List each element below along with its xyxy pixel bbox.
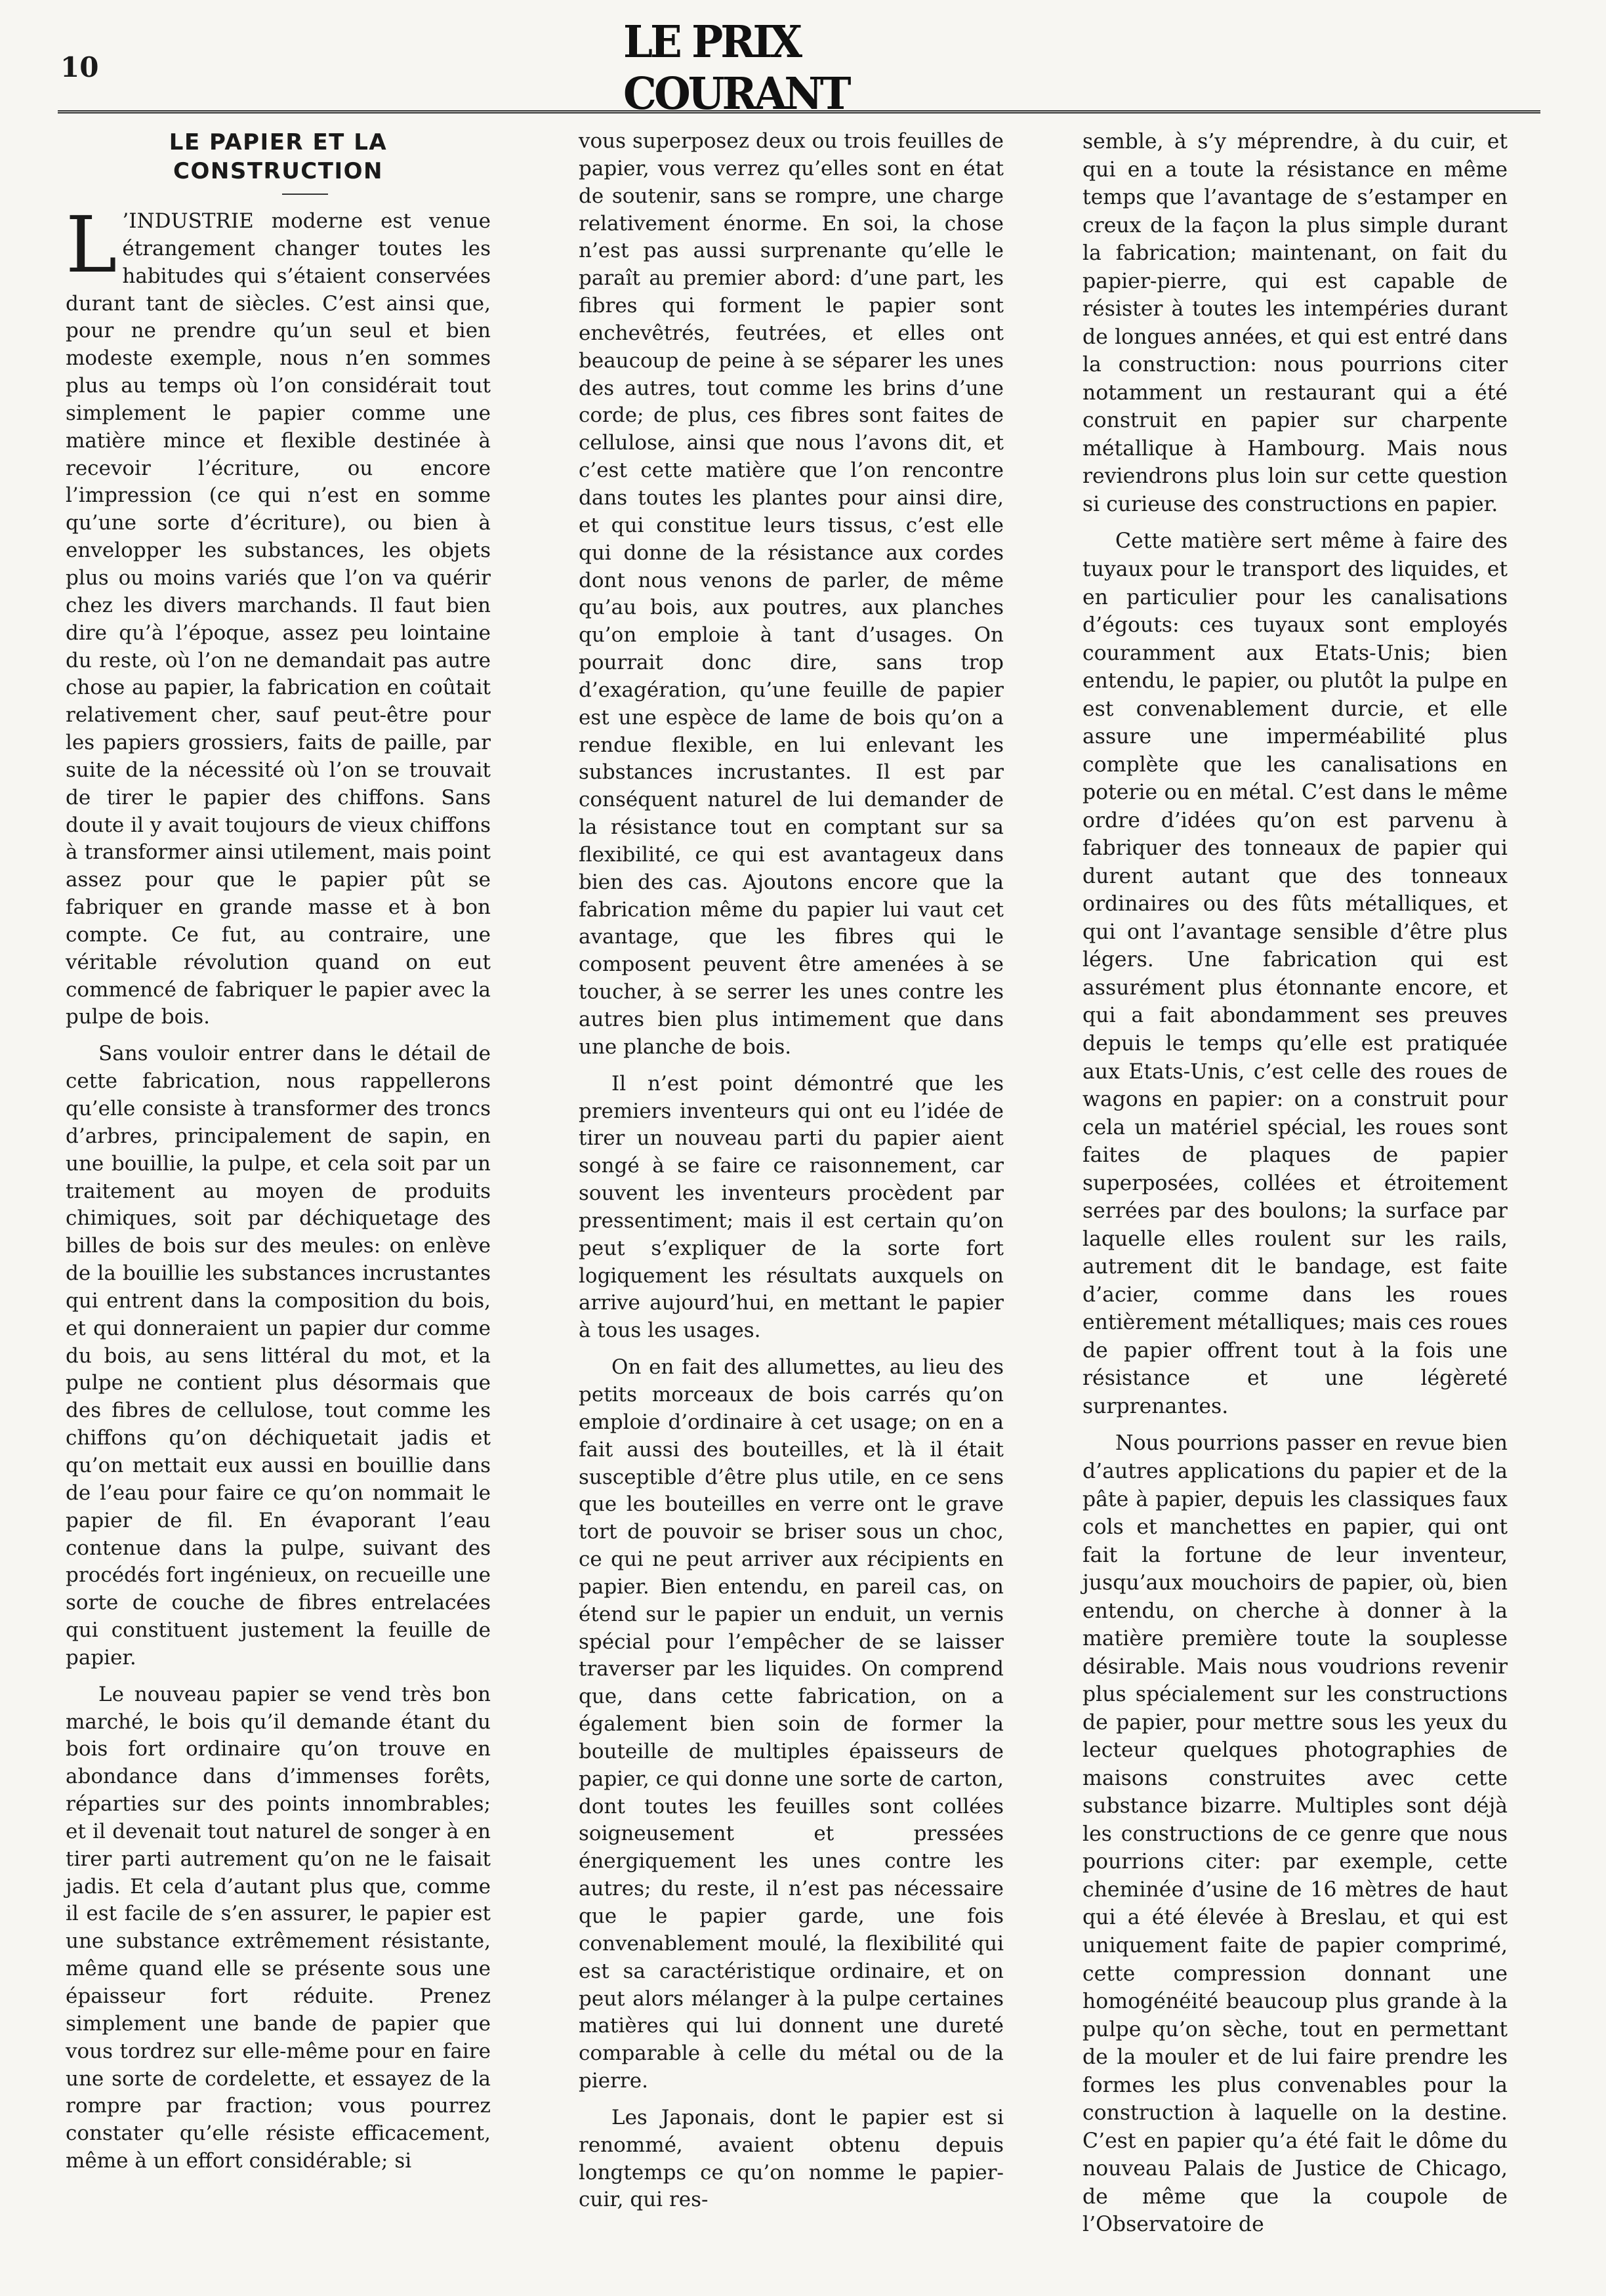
paragraph-3: Le nouveau papier se vend très bon marché, le bois qu’il demande étant du bois fort ordinaire qu’on trouve en abondance dans d’immenses forêts, réparties sur des points innombrables; et il devenait tout naturel de songer à en tirer parti autrement qu’on ne le faisait jadis. Et cela d’autant plus que, comme il est facile de s’en assurer, le papier est une substance extrêmement résistante, même quand elle se présente sous une épaisseur fort réduite. Prenez simplement une bande de papier que vous tordrez sur elle-même pour en faire une sorte de cordelette, et essayez de la rompre par fraction; vous pourrez constater qu’elle résiste efficacement, même à un effort considérable; si bbox=[66, 1682, 491, 2173]
paragraph-9: Cette matière sert même à faire des tuyaux pour le transport des liquides, et en particulier pour les canalisations d’égouts: ces tuyaux sont employés couramment aux Etats-Unis; bien entendu, le papier, ou plutôt la pulpe en est convenablement durcie, et elle assure une imperméabilité plus complète que les canalisations en poterie ou en métal. C’est dans le même ordre d’idées qu’on est parvenu à fabriquer des tonneaux de papier qui durent autant que des tonneaux ordinaires ou des fûts métalliques, et qui ont l’avantage sensible d’être plus légers. Une fabrication qui est assurément plus étonnante encore, et qui a fait abondamment ses preuves depuis le temps qu’elle est pratiquée aux Etats-Unis, c’est celle des roues de wagons en papier: on a construit pour cela un matériel spécial, les roues sont faites de plaques de papier superposées, collées et étroitement serrées par des boulons; la surface par laquelle elles roulent sur les rails, autrement dit le bandage, est faite d’acier, comme dans les roues entièrement métalliques; mais ces roues de papier offrent tout à la fois une résistance et une légèreté surprenantes. bbox=[1082, 529, 1508, 1418]
column-3 bbox=[1082, 128, 1508, 2248]
drop-cap: L bbox=[66, 199, 117, 290]
paragraph-7: Les Japonais, dont le papier est si renommé, avaient obtenu depuis longtemps ce qu’on nomme le papier-cuir, qui res- bbox=[579, 2105, 1004, 2212]
masthead-logo: LE PRIX COURANT bbox=[623, 16, 849, 120]
paragraph-1 bbox=[66, 199, 491, 1031]
paragraph-10: Nous pourrions passer en revue bien d’autres applications du papier et de la pâte à papier, depuis les classiques faux cols et manchettes en papier, qui ont fait la fortune de leur inventeur, jusqu’aux mouchoirs de papier, où, bien entendu, on cherche à donner à la matière première toute la souplesse désirable. Mais nous voudrions revenir plus spécialement sur les constructions de papier, pour mettre sous les yeux du lecteur quelques photographies de maisons construites avec cette substance bizarre. Multiples sont déjà les constructions de ce genre que nous pourrions citer: par exemple, cette cheminée d’usine de 16 mètres de haut qui a été élevée à Breslau, et qui est uniquement faite de papier comprimé, cette compression donnant une homogénéité beaucoup plus grande à la pulpe qu’on sèche, tout en permettant de la mouler et de lui faire prendre les formes les plus convenables pour la construction à laquelle on la destine. C’est en papier qu’a été fait le dôme du nouveau Palais de Justice de Chicago, de même que la coupole de l’Observatoire de bbox=[1082, 1431, 1508, 2237]
page-number: 10 bbox=[60, 51, 99, 83]
paragraph-5: Il n’est point démontré que les premiers inventeurs qui ont eu l’idée de tirer un nouveau parti du papier aient songé à se faire ce raisonnement, car souvent les inventeurs procèdent par pressentiment; mais il est certain qu’on peut s’expliquer de la sorte fort logiquement les résultats auxquels on arrive aujourd’hui, en mettant le papier à tous les usages. bbox=[579, 1071, 1004, 1343]
paragraph-8: semble, à s’y méprendre, à du cuir, et qui en a toute la résistance en même temps que l’avantage de s’estamper en creux de la façon la plus simple durant la fabrication; maintenant, on fait du papier-pierre, qui est capable de résister à toutes les intempéries durant de longues années, et qui est entré dans la construction: nous pourrions citer notamment un restaurant qui a été construit en papier sur charpente métallique à Hambourg. Mais nous reviendrons plus loin sur cette question si curieuse des constructions en papier. bbox=[1082, 130, 1508, 516]
column-1 bbox=[66, 128, 491, 2184]
paragraph-2: Sans vouloir entrer dans le détail de cette fabrication, nous rappellerons qu’elle consiste à transformer des troncs d’arbres, principalement de sapin, en une bouillie, la pulpe, et cela soit par un traitement au moyen de produits chimiques, soit par déchiquetage des billes de bois sur des meules: on enlève de la bouillie les substances incrustantes qui entrent dans la composition du bois, et qui donneraient un papier dur comme du bois, au sens littéral du mot, et la pulpe ne contient plus désormais que des fibres de cellulose, tout comme les chiffons qu’on déchiquetait jadis et qu’on mettait eux aussi en bouillie dans de l’eau pour faire ce qu’on nommait le papier de fil. En évaporant l’eau contenue dans la pulpe, suivant des procédés fort ingénieux, on recueille une sorte de couche de fibres entrelacées qui constituent justement la feuille de papier. bbox=[66, 1042, 491, 1670]
paragraph-4: vous superposez deux ou trois feuilles de papier, vous verrez qu’elles sont en état de soutenir, sans se rompre, une charge relativement énorme. En soi, la chose n’est pas aussi surprenante qu’elle le paraît au premier abord: d’une part, les fibres qui forment le papier sont enchevêtrés, feutrées, et elles ont beaucoup de peine à se séparer les unes des autres, tout comme les brins d’une corde; de plus, ces fibres sont faites de cellulose, ainsi que nous l’avons dit, et c’est cette matière que l’on rencontre dans toutes les plantes pour ainsi dire, et qui constitue leurs tissus, c’est elle qui donne de la résistance aux cordes dont nous venons de parler, de même qu’au bois, aux poutres, aux planches qu’on emploie à tant d’usages. On pourrait donc dire, sans trop d’exagération, qu’une feuille de papier est une espèce de lame de bois qu’on a rendue flexible, en lui enlevant les substances incrustantes. Il est par conséquent naturel de lui demander de la résistance tout en comptant sur sa flexibilité, ce qui est avantageux dans bien des cas. Ajoutons encore que la fabrication même du papier lui vaut cet avantage, que les fibres qui le composent peuvent être amenées à se toucher, à se serrer les unes contre les autres bien plus intimement que dans une planche de bois. bbox=[579, 129, 1004, 1059]
column-2 bbox=[579, 128, 1004, 2223]
paragraph-1-text: ’INDUSTRIE moderne est venue étrangement changer toutes les habitudes qui s’étaient conservées durant tant de siècles. C’est ainsi que, pour ne prendre qu’un seul et bien modeste exemple, nous n’en sommes plus au temps où l’on considérait tout simplement le papier comme une matière mince et flexible destinée à recevoir l’écriture, ou encore l’impression (ce qui n’est en somme qu’une sorte d’écriture), ou bien à envelopper les substances, les objets plus ou moins variés que l’on va quérir chez les divers marchands. Il faut bien dire qu’à l’époque, assez peu lointaine du reste, où l’on ne demandait pas autre chose au papier, la fabrication en coûtait relativement cher, sauf peut-être pour les papiers grossiers, faits de paille, par suite de la nécessité où l’on se trouvait de tirer le papier des chiffons. Sans doute il y avait toujours de vieux chiffons à transformer ainsi utilement, mais point assez pour que le papier pût se fabriquer en grande masse et à bon compte. Ce fut, au contraire, une véritable révolution quand on eut commencé de fabriquer le papier avec la pulpe de bois. bbox=[66, 209, 491, 1029]
title-rule bbox=[282, 194, 328, 195]
header-rule bbox=[58, 110, 1540, 113]
paragraph-6: On en fait des allumettes, au lieu des petits morceaux de bois carrés qu’on emploie d’ordinaire à cet usage; on en a fait aussi des bouteilles, et là il était susceptible d’être plus utile, en ce sens que les bouteilles en verre ont le grave tort de pouvoir se briser sous un choc, ce qui ne peut arriver aux récipients en papier. Bien entendu, en pareil cas, on étend sur le papier un enduit, un vernis spécial pour l’empêcher de se laisser traverser par les liquides. On comprend que, dans cette fabrication, on a également bien soin de former la bouteille de multiples épaisseurs de papier, ce qui donne une sorte de carton, dont toutes les feuilles sont collées soigneusement et pressées énergiquement les unes contre les autres; du reste, il n’est pas nécessaire que le papier garde, une fois convenablement moulé, la flexibilité qui est sa caractéristique ordinaire, et on peut alors mélanger à la pulpe certaines matières qui lui donnent une dureté comparable à celle du métal ou de la pierre. bbox=[579, 1355, 1004, 2093]
article-title: LE PAPIER ET LA CONSTRUCTION bbox=[169, 129, 388, 184]
